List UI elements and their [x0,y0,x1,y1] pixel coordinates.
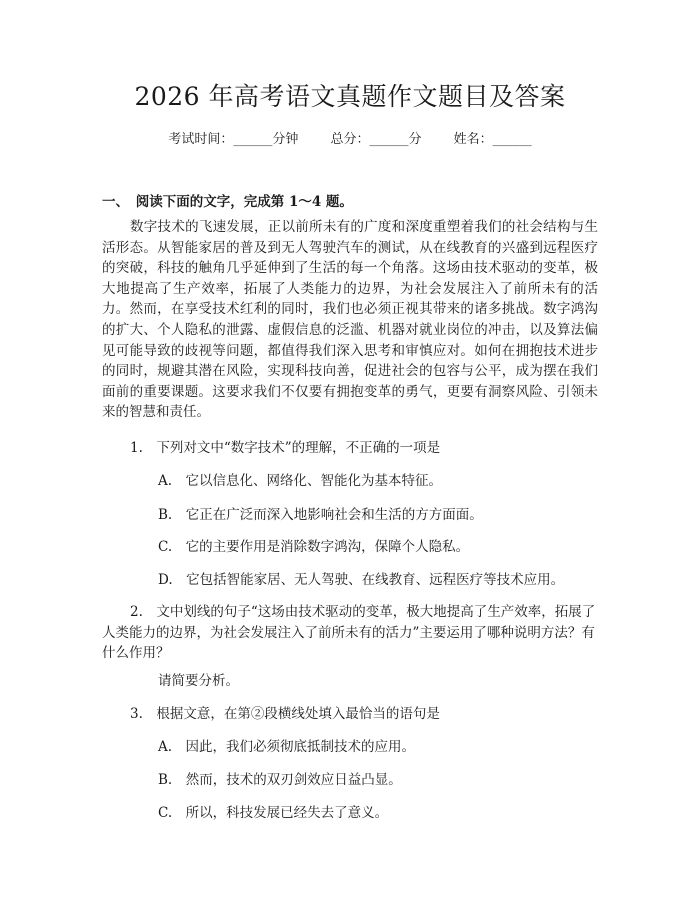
student-name-field: 姓名：______ [453,132,532,147]
question-2-stem: 2. 文中划线的句子“这场由技术驱动的变革，极大地提高了生产效率，拓展了人类能力的边界，为社会发展注入了前所未有的活力”主要运用了哪种说明方法？有什么作用？ [102,604,596,662]
exam-meta [0,130,700,150]
question-1-stem: 1. 下列对文中“数字技术”的理解，不正确的一项是 [130,440,441,456]
question-1-option-a: A. 它以信息化、网络化、智能化为基本特征。 [158,473,443,489]
question-3-stem: 3. 根据文意，在第②段横线处填入最恰当的语句是 [130,706,440,722]
question-2-note: 请简要分析。 [158,673,239,689]
exam-time-field: 考试时间：______分钟 [168,132,299,147]
section-heading: 一、 阅读下面的文字，完成第 1～4 题。 [102,194,353,210]
question-1-option-d: D. 它包括智能家居、无人驾驶、在线教育、远程医疗等技术应用。 [158,572,565,588]
question-3-option-b: B. 然而，技术的双刃剑效应日益凸显。 [158,772,402,788]
exam-title: 2026 年高考语文真题作文题目及答案 [134,82,566,111]
question-3-option-a: A. 因此，我们必须彻底抵制技术的应用。 [158,739,416,755]
question-1-option-c: C. 它的主要作用是消除数字鸿沟，保障个人隐私。 [158,539,470,555]
total-score-field: 总分：______分 [330,132,422,147]
reading-passage: 数字技术的飞速发展，正以前所未有的广度和深度重塑着我们的社会结构与生活形态。从智能家居的普及到无人驾驶汽车的测试，从在线教育的兴盛到远程医疗的突破，科技的触角几乎延伸到了生活的每一个角落。这场由技术驱动的变革，极大地提高了生产效率，拓展了人类能力的边界，为社会发展注入了前所未有的活力。然而，在享受技术红利的同时，我们也必须正视其带来的诸多挑战。数字鸿沟的扩大、个人隐私的泄露、虚假信息的泛滥、机器对就业岗位的冲击，以及算法偏见可能导致的歧视等问题，都值得我们深入思考和审慎应对。如何在拥抱技术进步的同时，规避其潜在风险，实现科技向善，促进社会的包容与公平，成为摆在我们面前的重要课题。这要求我们不仅要有拥抱变革的勇气，更要有洞察风险、引领未来的智慧和责任。 [102,219,598,421]
question-1-option-b: B. 它正在广泛而深入地影响社会和生活的方方面面。 [158,507,483,523]
question-3-option-c: C. 所以，科技发展已经失去了意义。 [158,805,389,821]
